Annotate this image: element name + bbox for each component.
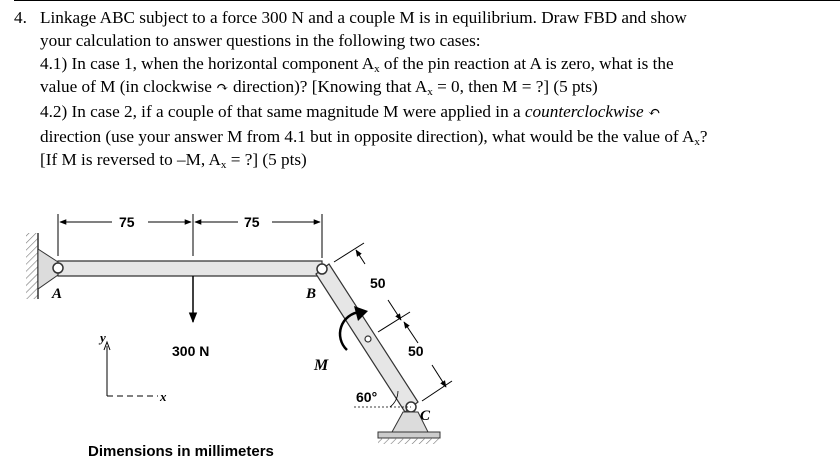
- question-4-2-line-3: [If M is reversed to –M, $A_x$ = ?] (5 pts): [40, 150, 307, 171]
- member-ab: [58, 261, 322, 276]
- dim-right-label: 75: [244, 214, 260, 230]
- problem-statement: [14, 6, 838, 171]
- problem-line-2: your calculation to answer questions in the following two cases:: [40, 31, 481, 50]
- question-4-1-line-1: 4.1) In case 1, when the horizontal component $A_x$ of the pin reaction at A is zero, what is the: [40, 54, 674, 75]
- clockwise-arrow-icon: ↷: [216, 80, 229, 96]
- pin-b: [317, 264, 327, 274]
- question-4-2-line-1: 4.2) In case 2, if a couple of that same magnitude M were applied in a counterclockwise ↶: [40, 102, 661, 121]
- counterclockwise-arrow-icon: ↶: [647, 105, 661, 121]
- problem-line-1: 4. Linkage ABC subject to a force 300 N and a couple M is in equilibrium. Draw FBD and show: [14, 8, 687, 27]
- dim-left-label: 75: [119, 214, 135, 230]
- label-c: C: [420, 408, 431, 424]
- linkage-diagram: [0, 205, 840, 465]
- dim-lower-link-label: 50: [408, 343, 424, 359]
- force-label: 300 N: [172, 343, 210, 359]
- label-a: A: [52, 286, 63, 302]
- axis-y-label: y: [100, 330, 106, 345]
- angle-label: 60°: [356, 389, 378, 405]
- question-4-2-line-2: direction (use your answer M from 4.1 but in opposite direction), what would be the value of $A_x$?: [40, 127, 708, 148]
- pin-mid: [365, 336, 371, 342]
- question-4-1-line-2: value of M (in clockwise ↷ direction)? [Knowing that $A_x = 0$, then M = ?] (5 pts): [40, 77, 598, 98]
- coordinate-axes: [104, 342, 158, 396]
- figure-caption: Dimensions in millimeters: [88, 443, 274, 460]
- ground-support-c: [378, 412, 440, 444]
- top-rule: [14, 0, 840, 1]
- label-b: B: [306, 286, 317, 302]
- couple-label: M: [314, 357, 329, 374]
- dimension-horizontal: [58, 214, 322, 258]
- axis-x-label: x: [160, 389, 167, 404]
- problem-number: 4.: [14, 8, 27, 27]
- dim-upper-link-label: 50: [370, 275, 386, 291]
- pin-a: [53, 263, 63, 273]
